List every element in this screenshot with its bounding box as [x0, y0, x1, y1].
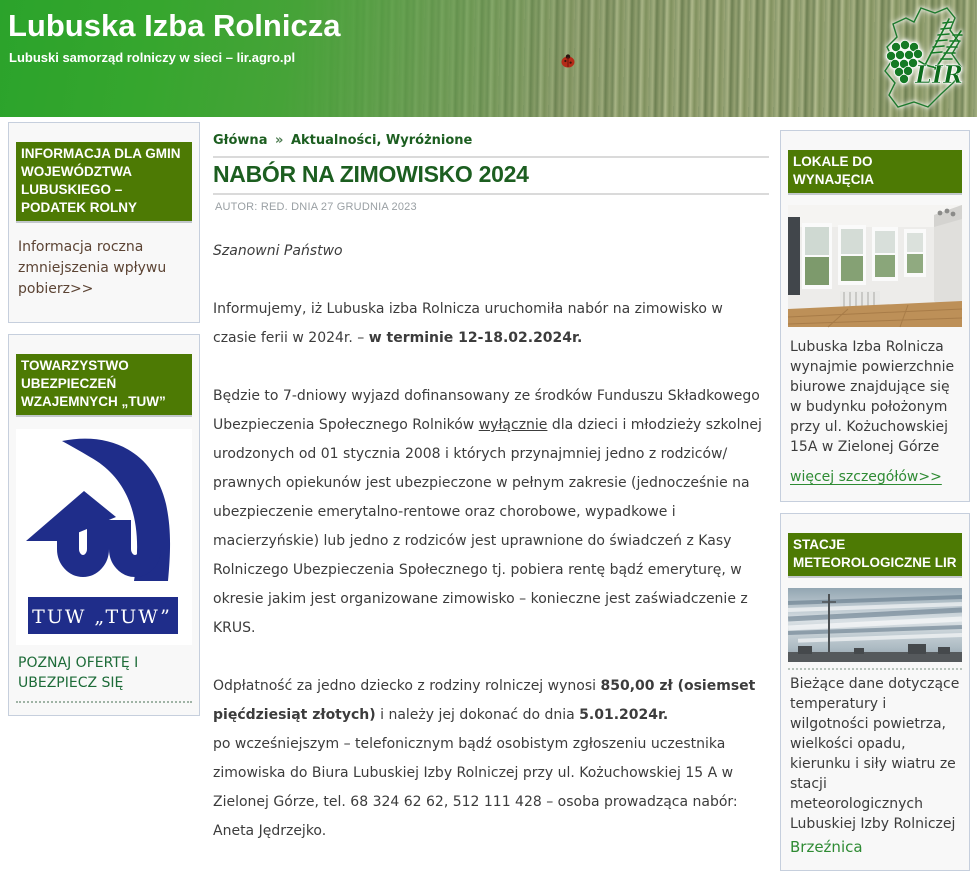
module-title-lokale: LOKALE DO WYNAJĘCIA: [788, 150, 962, 195]
module-stacje-meteo: [780, 513, 970, 871]
podatek-download-link[interactable]: Informacja roczna zmniejszenia wpływu pobierz>>: [18, 239, 167, 297]
module-lokale: [780, 130, 970, 502]
article-paragraph: [213, 672, 769, 846]
module-podatek-rolny: [8, 122, 200, 323]
office-room-photo: [788, 205, 962, 327]
module-title-tuw: TOWARZYSTWO UBEZPIECZEŃ WZAJEMNYCH „TUW”: [16, 354, 192, 417]
dotted-divider: [788, 668, 962, 670]
divider: [213, 193, 769, 195]
breadcrumb-category-aktualnosci[interactable]: Aktualności: [290, 133, 377, 148]
station-link-brzeznica[interactable]: Brzeźnica: [790, 838, 863, 856]
tuw-logo-banner[interactable]: [16, 429, 192, 645]
stacje-description: Bieżące dane dotyczące temperatury i wilgotności powietrza, wielkości opadu, kierunku i siły wiatru ze stacji meteorologicznych Lubuskiej Izby Rolniczej: [790, 676, 960, 832]
breadcrumb: [213, 133, 769, 148]
ladybug-icon: [560, 54, 576, 68]
breadcrumb-comma: ,: [376, 133, 382, 148]
breadcrumb-separator-icon: »: [275, 133, 284, 148]
site-subtitle: Lubuski samorząd rolniczy w sieci – lir.agro.pl: [9, 50, 296, 65]
text-run: Odpłatność za jedno dziecko z rodziny rolniczej wynosi: [213, 678, 601, 694]
lokale-more-link[interactable]: więcej szczegółów>>: [790, 469, 942, 485]
text-run: po wcześniejszym – telefonicznym bądź osobistym zgłoszeniu uczestnika zimowiska do Biura Lubuskiej Izby Rolniczej przy ul. Kożuchowskiej 15 A w Zielonej Górze, tel. 68 324 62 62, 512 111 428 – osoba prowadząca nabór: Aneta Jędrzejko.: [213, 736, 738, 839]
divider: [213, 156, 769, 158]
text-run-bold: 850,00 zł (osiemset pięćdziesiąt złotych): [213, 678, 756, 723]
text-run: i należy jej dokonać do dnia: [375, 707, 580, 723]
article-meta: AUTOR: RED. DNIA 27 GRUDNIA 2023: [215, 201, 417, 213]
left-sidebar: [8, 122, 200, 716]
lir-logo: [875, 3, 967, 115]
breadcrumb-home[interactable]: Główna: [213, 133, 268, 148]
breadcrumb-category-wyroznione[interactable]: Wyróżnione: [385, 133, 473, 148]
module-title-podatek: INFORMACJA DLA GMIN WOJEWÓDZTWA LUBUSKIEGO – PODATEK ROLNY: [16, 142, 192, 223]
article-salutation: Szanowni Państwo: [213, 243, 343, 259]
svg-text:LIR: LIR: [915, 60, 964, 89]
module-tuw: [8, 334, 200, 716]
article-paragraph: [213, 382, 769, 643]
tuw-logo: [16, 429, 192, 641]
lokale-description: Lubuska Izba Rolnicza wynajmie powierzchnie biurowe znajdujące się w budynku położonym przy ul. Kożuchowskiej 15A w Zielonej Górze: [790, 339, 955, 455]
article-title: NABÓR NA ZIMOWISKO 2024: [213, 161, 529, 187]
module-title-stacje: STACJE METEOROLOGICZNE LIR: [788, 533, 962, 578]
tuw-offer-link[interactable]: POZNAJ OFERTĘ I UBEZPIECZ SIĘ: [16, 651, 192, 703]
article-paragraph: [213, 295, 769, 353]
text-run-bold: w terminie 12-18.02.2024r.: [368, 330, 583, 346]
article-body: [213, 237, 769, 846]
right-sidebar: [780, 130, 970, 871]
text-run: Będzie to 7-dniowy wyjazd dofinansowany ze środków Funduszu Składkowego Ubezpieczenia Społecznego Rolników: [213, 388, 760, 433]
weather-station-photo: [788, 588, 962, 662]
text-run: dla dzieci i młodzieży szkolnej urodzonych od 01 stycznia 2008 i których przynajmniej jedno z rodziców/ prawnych opiekunów jest ubezpieczone w pełnym zakresie (jednocześnie na ubezpieczenie emerytalno-rentowe oraz chorobowe, wypadkowe i macierzyńskie) lub jedno z rodziców jest uprawnione do świadczeń z Kasy Rolniczego Ubezpieczenia Społecznego tj. pobiera rentę bądź emeryturę, w okresie jakim jest organizowane zimowisko – konieczne jest zaświadczenie z KRUS.: [213, 417, 762, 636]
site-header: [0, 0, 977, 117]
text-run-bold: 5.01.2024r.: [579, 707, 669, 723]
text-run-underline: wyłącznie: [478, 417, 548, 433]
text-run: Informujemy, iż Lubuska izba Rolnicza uruchomiła nabór na zimowisko w czasie ferii w 2024r. –: [213, 301, 723, 346]
main-content: [213, 128, 769, 875]
tuw-banner-text: TUW „TUW”: [32, 606, 172, 628]
site-title: Lubuska Izba Rolnicza: [8, 8, 341, 43]
